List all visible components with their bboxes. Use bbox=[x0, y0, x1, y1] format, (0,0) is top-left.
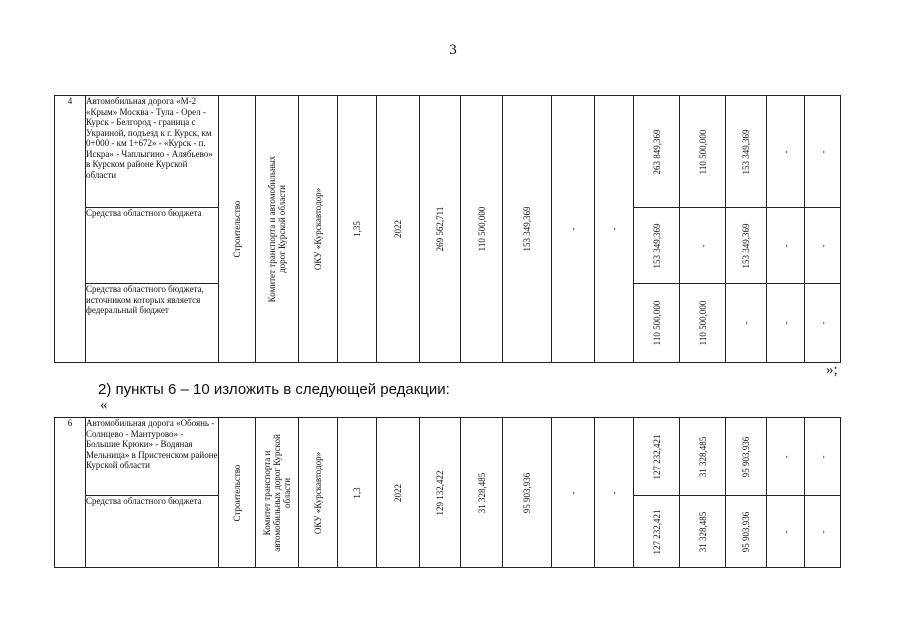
capacity: 1,35 bbox=[352, 221, 362, 237]
value-cell bbox=[726, 418, 767, 496]
dash-cell bbox=[595, 96, 634, 363]
work-type-cell bbox=[219, 96, 256, 363]
value: - bbox=[741, 321, 751, 325]
dash-value: - bbox=[568, 491, 578, 494]
dash-value: - bbox=[609, 227, 619, 231]
page-number: 3 bbox=[449, 42, 457, 58]
value-cell bbox=[767, 208, 805, 284]
program-table-item-6 bbox=[54, 417, 841, 568]
remaining-cost: 95 903,936 bbox=[522, 472, 532, 513]
value: 95 903,936 bbox=[741, 436, 751, 477]
value: - bbox=[817, 244, 828, 247]
work-type: Строительство bbox=[232, 464, 242, 521]
work-type: Строительство bbox=[232, 200, 242, 258]
value-cell bbox=[680, 418, 726, 496]
total-cost-cell bbox=[420, 96, 461, 363]
value: - bbox=[780, 321, 791, 325]
remaining-cost-cell bbox=[503, 418, 552, 568]
remaining-cost-cell bbox=[503, 96, 552, 363]
dash-cell bbox=[595, 418, 634, 568]
capacity-cell bbox=[338, 96, 377, 363]
year-cell bbox=[377, 96, 420, 363]
year: 2022 bbox=[393, 483, 403, 502]
funding-source: Средства областного бюджета bbox=[86, 208, 219, 284]
value-cell bbox=[726, 208, 767, 284]
value-cell bbox=[767, 96, 805, 208]
value-cell bbox=[680, 284, 726, 363]
value-cell bbox=[805, 284, 841, 363]
responsible-cell bbox=[256, 418, 299, 568]
value-cell bbox=[805, 208, 841, 284]
dash-value: - bbox=[568, 227, 578, 231]
responsible-cell bbox=[256, 96, 299, 363]
value: 153 349,369 bbox=[741, 129, 751, 174]
value-cell bbox=[634, 96, 680, 208]
value-cell bbox=[680, 208, 726, 284]
remaining-cost: 153 349,369 bbox=[522, 206, 532, 252]
customer: ОКУ «Курскавтодор» bbox=[313, 451, 323, 534]
prior-financing-cell bbox=[461, 96, 503, 363]
customer: ОКУ «Курскавтодор» bbox=[313, 187, 323, 271]
value-cell bbox=[680, 96, 726, 208]
year: 2022 bbox=[393, 220, 403, 238]
value-cell bbox=[634, 418, 680, 496]
value-cell bbox=[634, 208, 680, 284]
opening-quote: « bbox=[100, 397, 108, 413]
value: 127 232,421 bbox=[651, 434, 662, 479]
value-cell bbox=[767, 418, 805, 496]
program-table-item-4 bbox=[54, 95, 841, 363]
value: - bbox=[780, 150, 791, 153]
value: - bbox=[780, 530, 791, 533]
customer-cell bbox=[299, 96, 338, 363]
year-cell bbox=[377, 418, 420, 568]
prior-financing-cell bbox=[461, 418, 503, 568]
value-cell bbox=[634, 496, 680, 568]
object-name: Автомобильная дорога «Обоянь - Солнцево - Мантурово» - Большие Крюки» - Водяная Мельница» в Пристенском районе Курской области bbox=[86, 418, 219, 496]
value: 95 903,936 bbox=[741, 511, 751, 552]
funding-source: Средства областного бюджета bbox=[86, 496, 219, 568]
value: 127 232,421 bbox=[651, 509, 662, 554]
total-cost-cell bbox=[420, 418, 461, 568]
total-cost: 129 132,422 bbox=[435, 470, 445, 515]
row-number: 6 bbox=[55, 418, 86, 568]
capacity-cell bbox=[338, 418, 377, 568]
object-name: Автомобильная дорога «М-2 «Крым» Москва - Тула - Орел - Курск - Белгород - граница с Украиной, подъезд к г. Курск, км 0+000 - км 1+672» - «Курск - п. Искра» - Чаплыгино - Алябьево» в Курском районе Курской области bbox=[86, 96, 219, 208]
value: - bbox=[817, 321, 828, 325]
value: 31 328,485 bbox=[697, 436, 708, 477]
capacity: 1,3 bbox=[352, 486, 362, 499]
value-cell bbox=[726, 496, 767, 568]
value: - bbox=[697, 244, 708, 247]
funding-source: Средства областного бюджета, источником которых является федеральный бюджет bbox=[86, 284, 219, 363]
value: 153 349,369 bbox=[741, 223, 751, 268]
value-cell bbox=[805, 496, 841, 568]
value: 110 500,000 bbox=[697, 129, 708, 174]
closing-quote: »; bbox=[826, 362, 838, 378]
prior-financing: 31 328,485 bbox=[476, 472, 487, 513]
value: - bbox=[817, 150, 828, 153]
value-cell bbox=[726, 96, 767, 208]
value-cell bbox=[726, 284, 767, 363]
value: 31 328,485 bbox=[697, 511, 708, 552]
dash-cell bbox=[552, 96, 595, 363]
responsible-body: Комитет транспорта и автомобильных дорог Курской области bbox=[262, 433, 292, 552]
value-cell bbox=[805, 418, 841, 496]
work-type-cell bbox=[219, 418, 256, 568]
value: 110 500,000 bbox=[651, 300, 662, 346]
value: - bbox=[780, 244, 791, 247]
value: 263 849,369 bbox=[651, 129, 662, 174]
section-heading: 2) пункты 6 – 10 изложить в следующей редакции: bbox=[98, 381, 450, 398]
responsible-body: Комитет транспорта и автомобильных дорог Курской области bbox=[267, 155, 287, 303]
dash-cell bbox=[552, 418, 595, 568]
value: 110 500,000 bbox=[697, 300, 708, 346]
value: 153 349,369 bbox=[651, 223, 662, 268]
customer-cell bbox=[299, 418, 338, 568]
value-cell bbox=[767, 284, 805, 363]
prior-financing: 110 500,000 bbox=[476, 206, 487, 252]
row-number: 4 bbox=[55, 96, 86, 363]
value: - bbox=[817, 455, 828, 458]
value: - bbox=[817, 530, 828, 533]
value-cell bbox=[767, 496, 805, 568]
total-cost: 269 562,711 bbox=[435, 206, 445, 252]
value-cell bbox=[634, 284, 680, 363]
dash-value: - bbox=[609, 491, 619, 494]
value: - bbox=[780, 455, 791, 458]
value-cell bbox=[805, 96, 841, 208]
value-cell bbox=[680, 496, 726, 568]
